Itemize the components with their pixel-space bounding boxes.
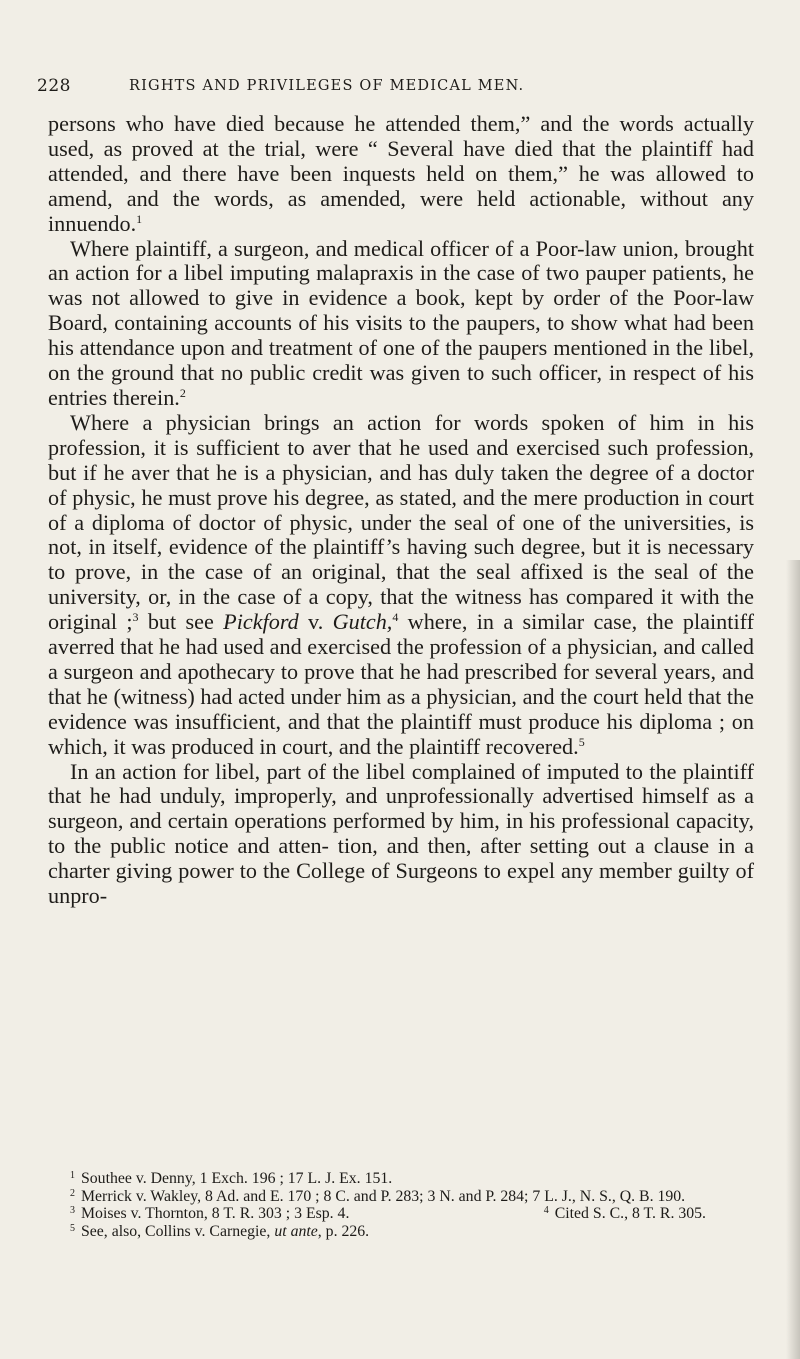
footnote-ref-2[interactable]: 2 bbox=[179, 385, 186, 400]
footnote-ref-5[interactable]: 5 bbox=[578, 734, 585, 749]
footnote-5-text-a: See, also, Collins v. Carnegie, bbox=[81, 1222, 275, 1240]
footnote-5-italic: ut ante bbox=[274, 1222, 318, 1240]
running-title: RIGHTS AND PRIVILEGES OF MEDICAL MEN. bbox=[129, 78, 525, 94]
paragraph-4 bbox=[48, 760, 754, 909]
footnote-2-text: Merrick v. Wakley, 8 Ad. and E. 170 ; 8 C. and P. 283; 3 N. and P. 284; 7 L. J., N. S., Q. B. 190. bbox=[81, 1187, 686, 1205]
footnote-row-3-4 bbox=[48, 1205, 754, 1223]
paragraph-2-text: Where plaintiff, a surgeon, and medical officer of a Poor-law union, brought an action for a libel imputing malapraxis in the case of two pauper patients, he was not allowed to give in evidence a book, kept by order of the Poor-law Board, containing accounts of his visits to the paupers, to show what had been his attendance upon and treatment of one of the paupers mentioned in the libel, on the ground that no public credit was given to such officer, in respect of his entries therein. bbox=[48, 235, 754, 410]
paragraph-3-text-c: where, in a similar case, the plaintiff averred that he had used and exercised the profession of a physician, and called a surgeon and apothecary to prove that he had prescribed for several years, and that he (witness) had acted under him as a physician, and the court held that the evidence was insufficient, and that the plaintiff must produce his diploma ; on which, it was produced in court, and the plaintiff recovered. bbox=[48, 609, 754, 759]
footnote-mark-4: 4 bbox=[543, 1205, 549, 1217]
footnote-4 bbox=[544, 1205, 706, 1223]
footnote-3-text: Moises v. Thornton, 8 T. R. 303 ; 3 Esp. 4. bbox=[81, 1205, 350, 1223]
paragraph-1 bbox=[48, 112, 754, 237]
footnote-5-text-b: , p. 226. bbox=[317, 1222, 370, 1240]
case-name-gutch: Gutch, bbox=[332, 609, 393, 635]
footnote-1 bbox=[48, 1170, 754, 1188]
footnote-ref-4[interactable]: 4 bbox=[392, 610, 399, 625]
paragraph-4-text: In an action for libel, part of the libel complained of imputed to the plaintiff that he had unduly, improperly, and unprofessionally advertised himself as a surgeon, and certain operations performed by him, in his professional capacity, to the public notice and atten- tion, and then, after setting out a clause in a charter giving power to the College of Surgeons to expel any member guilty of unpro- bbox=[48, 758, 754, 909]
page-number: 228 bbox=[37, 76, 71, 96]
body-text bbox=[48, 112, 754, 909]
footnote-mark-3: 3 bbox=[70, 1205, 75, 1217]
footnote-3 bbox=[70, 1205, 349, 1223]
footnote-4-text: Cited S. C., 8 T. R. 305. bbox=[554, 1205, 706, 1223]
footnote-2 bbox=[48, 1188, 754, 1206]
paragraph-3-text-a: Where a physician brings an action for words spoken of him in his profession, it is sufficient to aver that he used and exercised such profession, but if he aver that he is a physician, and has duly taken the degree of a doctor of physic, he must prove his degree, as stated, and the mere production in court of a diploma of doctor of physic, under the seal of one of the universities, is not, in itself, evidence of the plaintiff’s having such degree, but it is necessary to prove, in the case of an original, that the seal affixed is the seal of the university, or, in the case of a copy, that the witness has compared it with the original ; bbox=[48, 409, 754, 635]
footnote-mark-1: 1 bbox=[70, 1170, 75, 1181]
footnote-mark-5: 5 bbox=[70, 1222, 75, 1234]
paragraph-2 bbox=[48, 237, 754, 411]
footnote-1-text: Southee v. Denny, 1 Exch. 196 ; 17 L. J. Ex. 151. bbox=[81, 1170, 393, 1187]
footnotes bbox=[48, 1170, 754, 1240]
page-edge-shadow bbox=[786, 560, 800, 1359]
footnote-5 bbox=[48, 1223, 754, 1241]
case-name-pickford: Pickford bbox=[223, 609, 299, 635]
footnote-ref-1[interactable]: 1 bbox=[136, 211, 143, 226]
footnote-mark-2: 2 bbox=[70, 1187, 75, 1199]
paragraph-3 bbox=[48, 411, 754, 760]
paragraph-3-text-b: but see bbox=[138, 609, 224, 635]
footnote-ref-3[interactable]: 3 bbox=[132, 610, 139, 625]
running-head bbox=[37, 76, 777, 100]
case-versus: v. bbox=[298, 609, 333, 635]
paragraph-1-text: persons who have died because he attended them,” and the words actually used, as proved at the trial, were “ Several have died that the plaintiff had attended, and there have been inquests held on them,” he was allowed to amend, and the words, as amended, were held actionable, without any innuendo. bbox=[48, 111, 754, 236]
